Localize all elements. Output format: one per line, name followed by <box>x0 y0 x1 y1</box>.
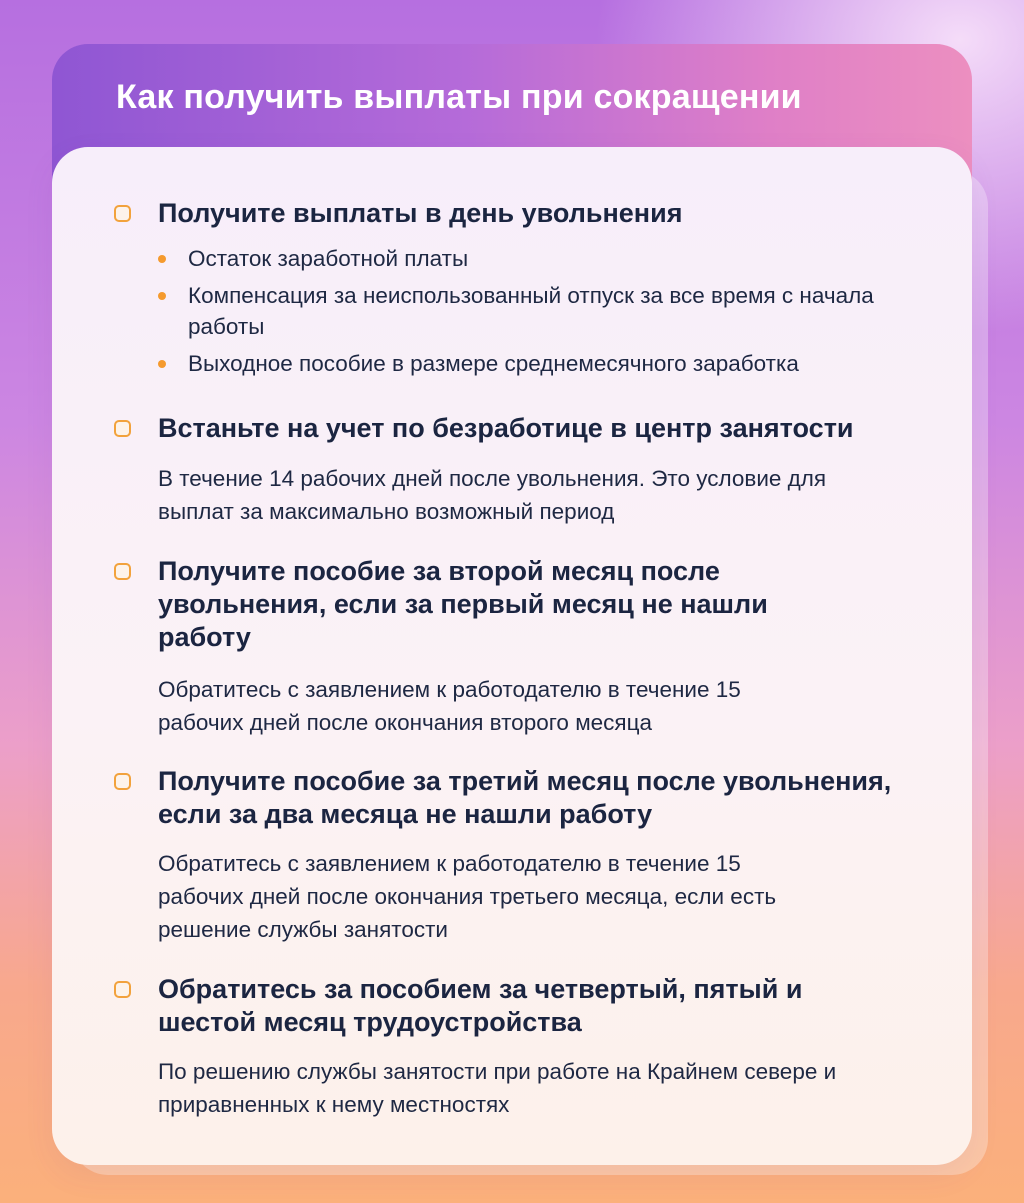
section-description: Обратитесь с заявлением к работодателю в течение 15 рабочих дней после окончания третьего месяца, если есть решение службы занятости <box>158 851 777 942</box>
section-description: Обратитесь с заявлением к работодателю в течение 15 рабочих дней после окончания второго месяца <box>158 677 741 735</box>
checkbox-icon[interactable] <box>114 773 131 790</box>
section-title: Обратитесь за пособием за четвертый, пятый и шестой месяц трудоустройства <box>158 974 803 1037</box>
checkbox-icon[interactable] <box>114 205 131 222</box>
content-card <box>52 147 972 1165</box>
checkbox-icon[interactable] <box>114 563 131 580</box>
section-description: По решению службы занятости при работе на Крайнем севере и приравненных к нему местностях <box>158 1059 837 1117</box>
checkbox-icon[interactable] <box>114 981 131 998</box>
section-title: Получите выплаты в день увольнения <box>158 198 683 228</box>
list-item: Выходное пособие в размере среднемесячного заработка <box>158 348 948 379</box>
section-title: Получите пособие за второй месяц после увольнения, если за первый месяц не нашли работу <box>158 556 768 652</box>
section-title: Встаньте на учет по безработице в центр занятости <box>158 413 854 443</box>
bullet-list <box>158 243 948 379</box>
section-description: В течение 14 рабочих дней после увольнения. Это условие для выплат за максимально возможный период <box>158 466 827 524</box>
checkbox-icon[interactable] <box>114 420 131 437</box>
list-item: Остаток заработной платы <box>158 243 948 274</box>
list-item: Компенсация за неиспользованный отпуск за все время с начала работы <box>158 280 888 342</box>
page-title: Как получить выплаты при сокращении <box>116 78 802 116</box>
section-title: Получите пособие за третий месяц после увольнения, если за два месяца не нашли работу <box>158 766 892 829</box>
